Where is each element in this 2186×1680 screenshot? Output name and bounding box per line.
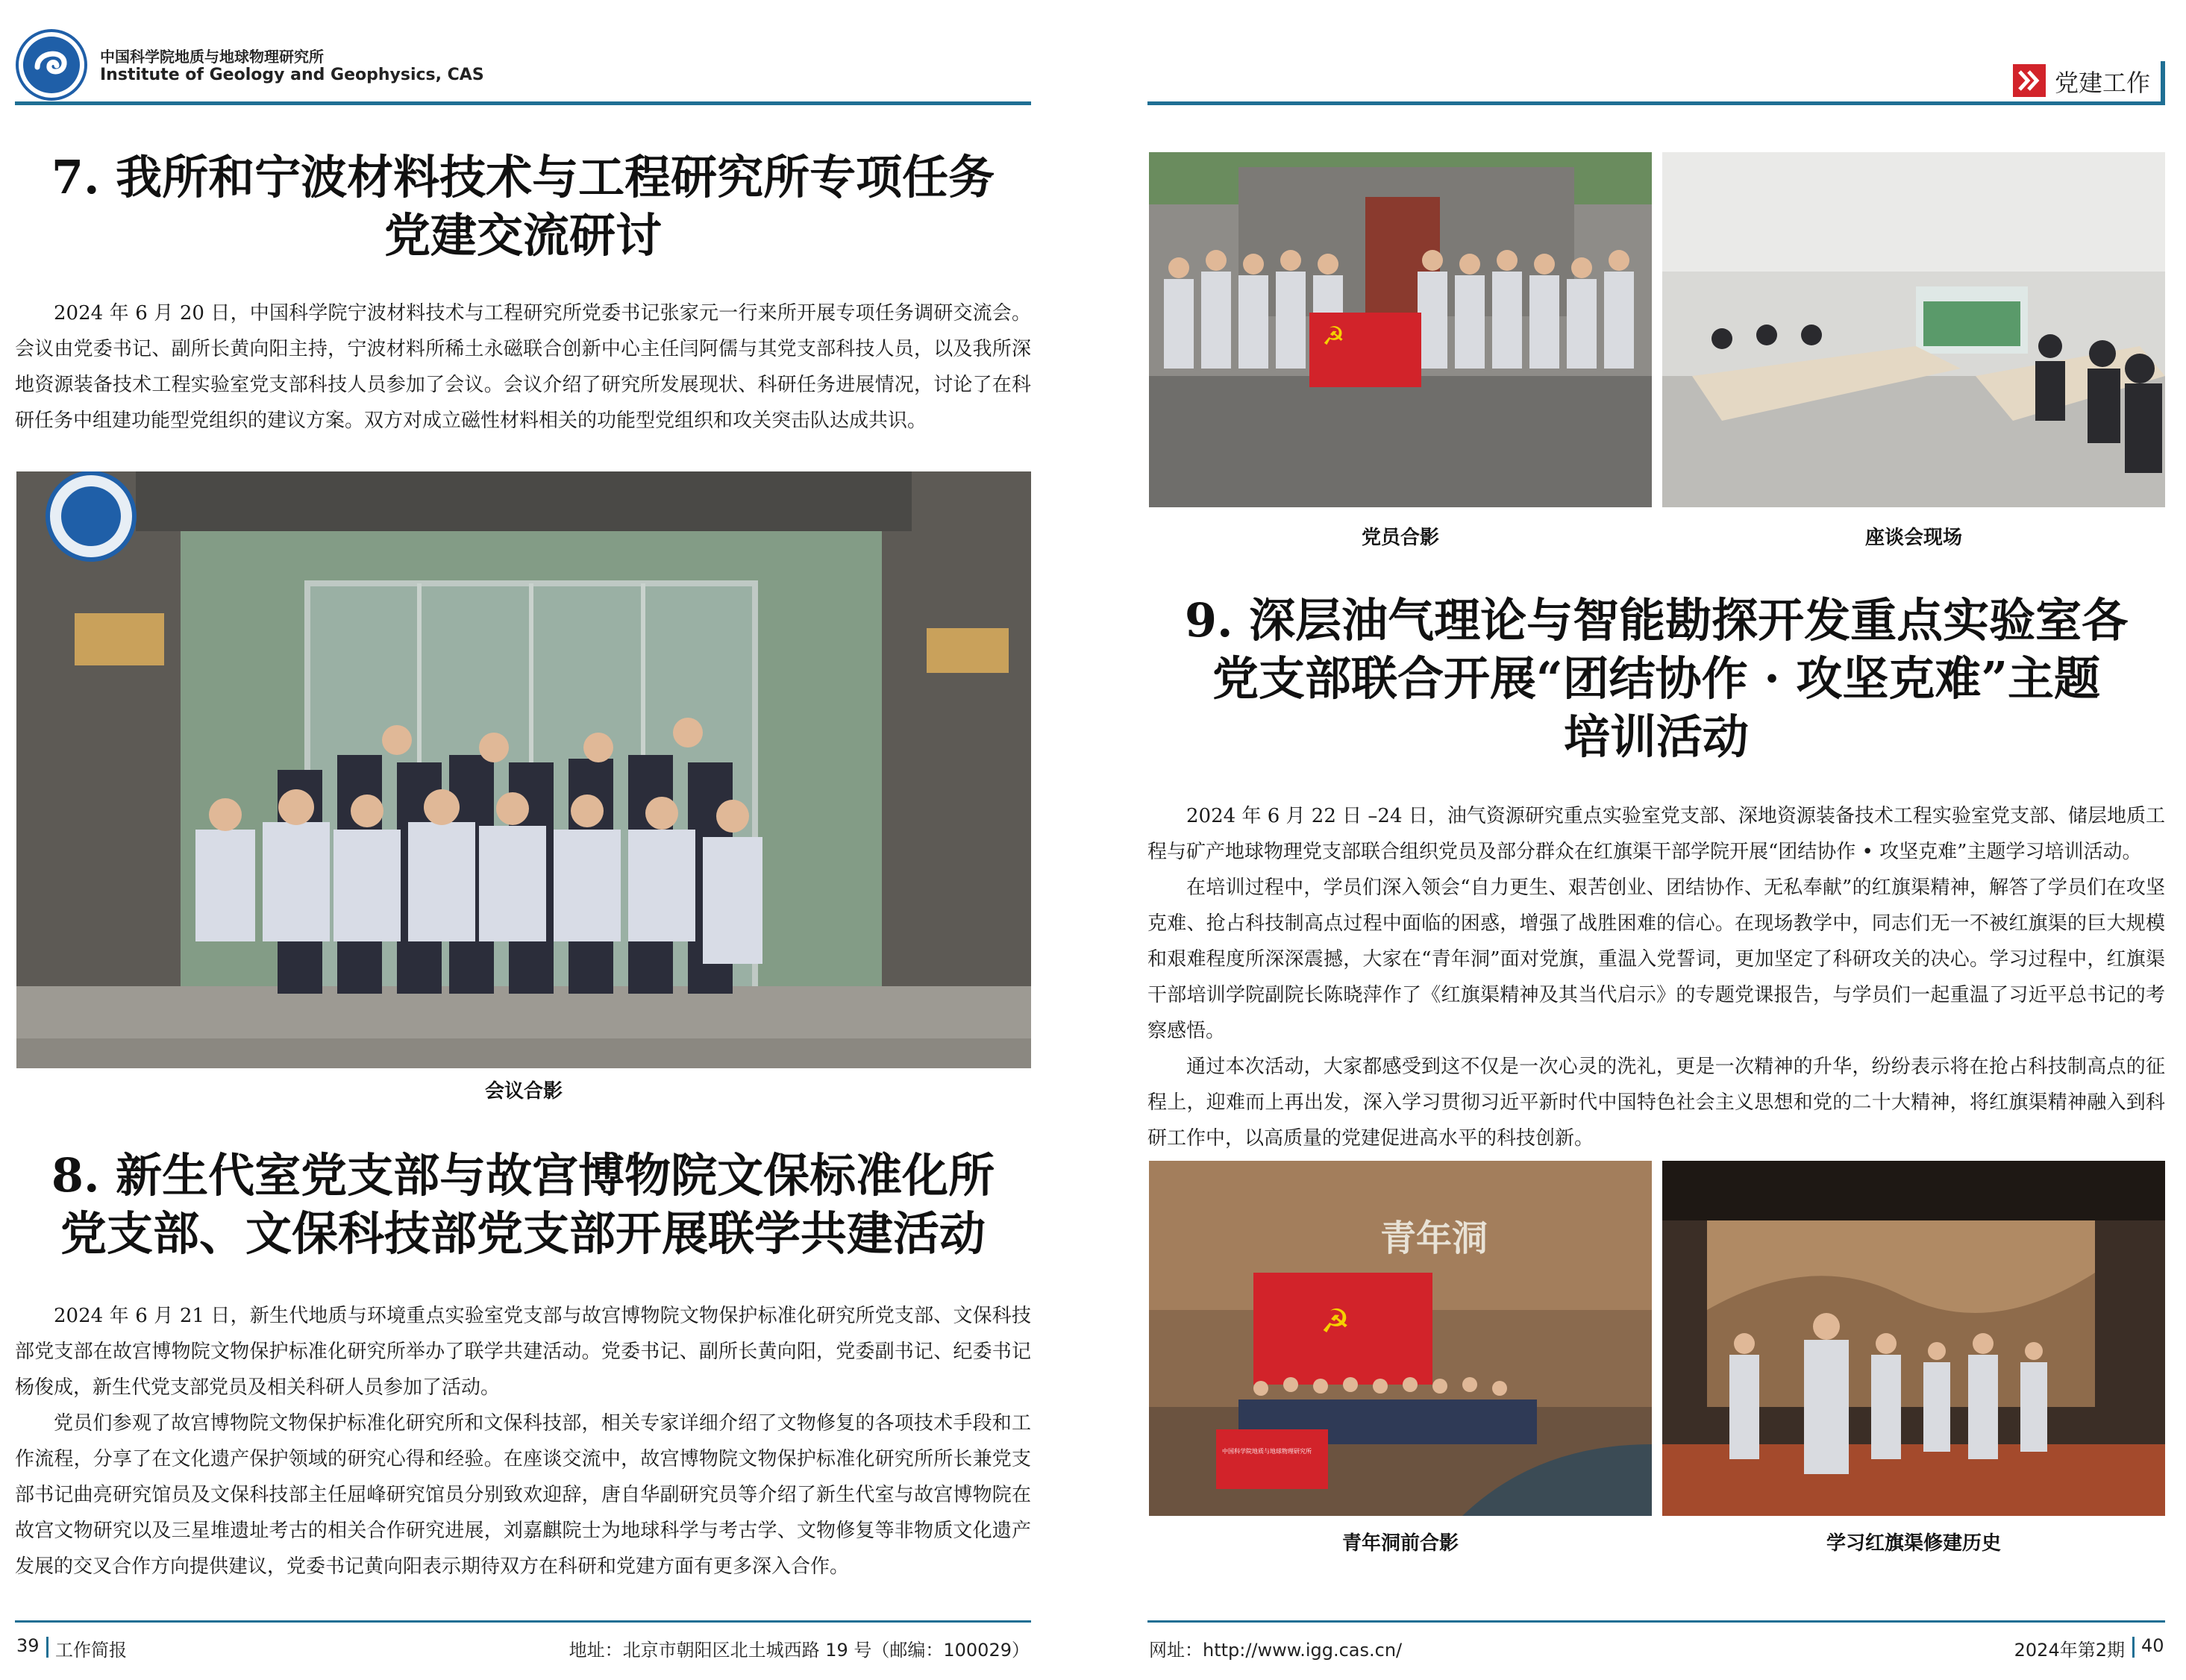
article7-body	[15, 295, 1031, 439]
header-rule-right	[1147, 101, 2165, 105]
svg-text:☭: ☭	[1322, 322, 1345, 351]
article8-paragraph1: 2024 年 6 月 21 日，新生代地质与环境重点实验室党支部与故宫博物院文物保护标准化研究所党支部、文保科技部党支部在故宫博物院文物保护标准化研究所举办了联学共建活动。党委书记、副所长黄向阳，党委副书记、纪委书记杨俊成，新生代党支部党员及相关科研人员参加了活动。	[15, 1305, 1031, 1399]
article9-paragraph1: 2024 年 6 月 22 日 –24 日，油气资源研究重点实验室党支部、深地资源装备技术工程实验室党支部、储层地质工程与矿产地球物理党支部联合组织党员及部分群众在红旗渠干部学院开展“团结协作 • 攻坚克难”主题学习培训活动。	[1147, 805, 2165, 863]
footer-right-page-number: 40	[2141, 1635, 2164, 1656]
article8-photo1-caption: 党员合影	[1361, 527, 1439, 549]
red-flag-canal-history-photo	[1662, 1161, 2165, 1516]
youth-cave-banner: 中国科学院地质与地球物理研究所	[1222, 1448, 1312, 1455]
youth-cave-group-photo	[1149, 1161, 1652, 1516]
article7-title-line1: 7. 我所和宁波材料技术与工程研究所专项任务	[51, 150, 995, 204]
section-vertical-bar	[2161, 61, 2165, 101]
forum-meeting-photo	[1662, 152, 2165, 507]
footer-address: 地址：北京市朝阳区北土城西路 19 号（邮编：100029）	[569, 1640, 1030, 1661]
footer-rule-right	[1147, 1620, 2165, 1623]
youth-cave-sign: 青年洞	[1380, 1217, 1488, 1259]
article7-title-line2: 党建交流研讨	[383, 208, 662, 263]
article9-photo1-caption: 青年洞前合影	[1341, 1532, 1459, 1555]
article8-body	[15, 1298, 1031, 1585]
article9-title-line1: 9. 深层油气理论与智能勘探开发重点实验室各	[1184, 593, 2129, 648]
article9-body	[1147, 798, 2165, 1156]
article8-paragraph2: 党员们参观了故宫博物院文物保护标准化研究所和文保科技部，相关专家详细介绍了文物修复的各项技术手段和工作流程，分享了在文化遗产保护领域的研究心得和经验。在座谈交流中，故宫博物院文物保护标准化研究所所长兼党支部书记曲亮研究馆员及文保科技部主任屈峰研究馆员分别致欢迎辞，唐自华副研究员等介绍了新生代室与故宫博物院在故宫文物研究以及三星堆遗址考古的相关合作研究进展，刘嘉麒院士为地球科学与考古学、文物修复等非物质文化遗产发展的交叉合作方向提供建议，党委书记黄向阳表示期待双方在科研和党建方面有更多深入合作。	[15, 1412, 1031, 1578]
institute-name-cn: 中国科学院地质与地球物理研究所	[100, 48, 324, 66]
footer-left-publication: 工作简报	[55, 1640, 127, 1661]
footer-website-link[interactable]: 网址：http://www.igg.cas.cn/	[1149, 1640, 1403, 1661]
header-rule-left	[15, 101, 1031, 105]
footer-left-separator	[46, 1637, 48, 1658]
article8-title-line2: 党支部、文保科技部党支部开展联学共建活动	[60, 1206, 986, 1261]
meeting-group-photo	[16, 471, 1031, 1068]
footer-rule-left	[15, 1620, 1031, 1623]
article8-photo2-caption: 座谈会现场	[1864, 527, 1962, 549]
article7-paragraph: 2024 年 6 月 20 日，中国科学院宁波材料技术与工程研究所党委书记张家元一行来所开展专项任务调研交流会。会议由党委书记、副所长黄向阳主持，宁波材料所稀土永磁联合创新中心主任闫阿儒与其党支部科技人员，以及我所深地资源装备技术工程实验室党支部科技人员参加了会议。会议介绍了研究所发展现状、科研任务进展情况，讨论了在科研任务中组建功能型党组织的建议方案。双方对成立磁性材料相关的功能型党组织和攻关突击队达成共识。	[15, 302, 1031, 432]
footer-right-separator	[2132, 1637, 2135, 1658]
institute-logo	[15, 28, 88, 101]
institute-name-en: Institute of Geology and Geophysics, CAS	[100, 66, 484, 84]
footer-issue: 2024年第2期	[2014, 1640, 2125, 1661]
article9-title-line2: 党支部联合开展“团结协作 · 攻坚克难”主题	[1212, 651, 2101, 706]
article8-title-line1: 8. 新生代室党支部与故宫博物院文保标准化所	[51, 1148, 995, 1203]
svg-text:☭: ☭	[1321, 1303, 1350, 1341]
article9-photo2-caption: 学习红旗渠修建历史	[1826, 1532, 2001, 1555]
article7-photo-caption: 会议合影	[484, 1080, 563, 1103]
article9-paragraph2: 在培训过程中，学员们深入领会“自力更生、艰苦创业、团结协作、无私奉献”的红旗渠精神，解答了学员们在攻坚克难、抢占科技制高点过程中面临的困惑，增强了战胜困难的信心。在现场教学中，同志们无一不被红旗渠的巨大规模和艰难程度所深深震撼，大家在“青年洞”面对党旗，重温入党誓词，更加坚定了科研攻关的决心。学习过程中，红旗渠干部培训学院副院长陈晓萍作了《红旗渠精神及其当代启示》的专题党课报告，与学员们一起重温了习近平总书记的考察感悟。	[1147, 877, 2165, 1042]
article9-paragraph3: 通过本次活动，大家都感受到这不仅是一次心灵的洗礼，更是一次精神的升华，纷纷表示将在抢占科技制高点的征程上，迎难而上再出发，深入学习贯彻习近平新时代中国特色社会主义思想和党的二十大精神，将红旗渠精神融入到科研工作中，以高质量的党建促进高水平的科技创新。	[1147, 1056, 2165, 1150]
party-members-group-photo	[1149, 152, 1652, 507]
footer-left-page-number: 39	[16, 1635, 40, 1656]
article9-title-line3: 培训活动	[1563, 709, 1749, 764]
section-title: 党建工作	[2055, 69, 2151, 97]
double-chevron-right-icon	[2013, 64, 2046, 97]
